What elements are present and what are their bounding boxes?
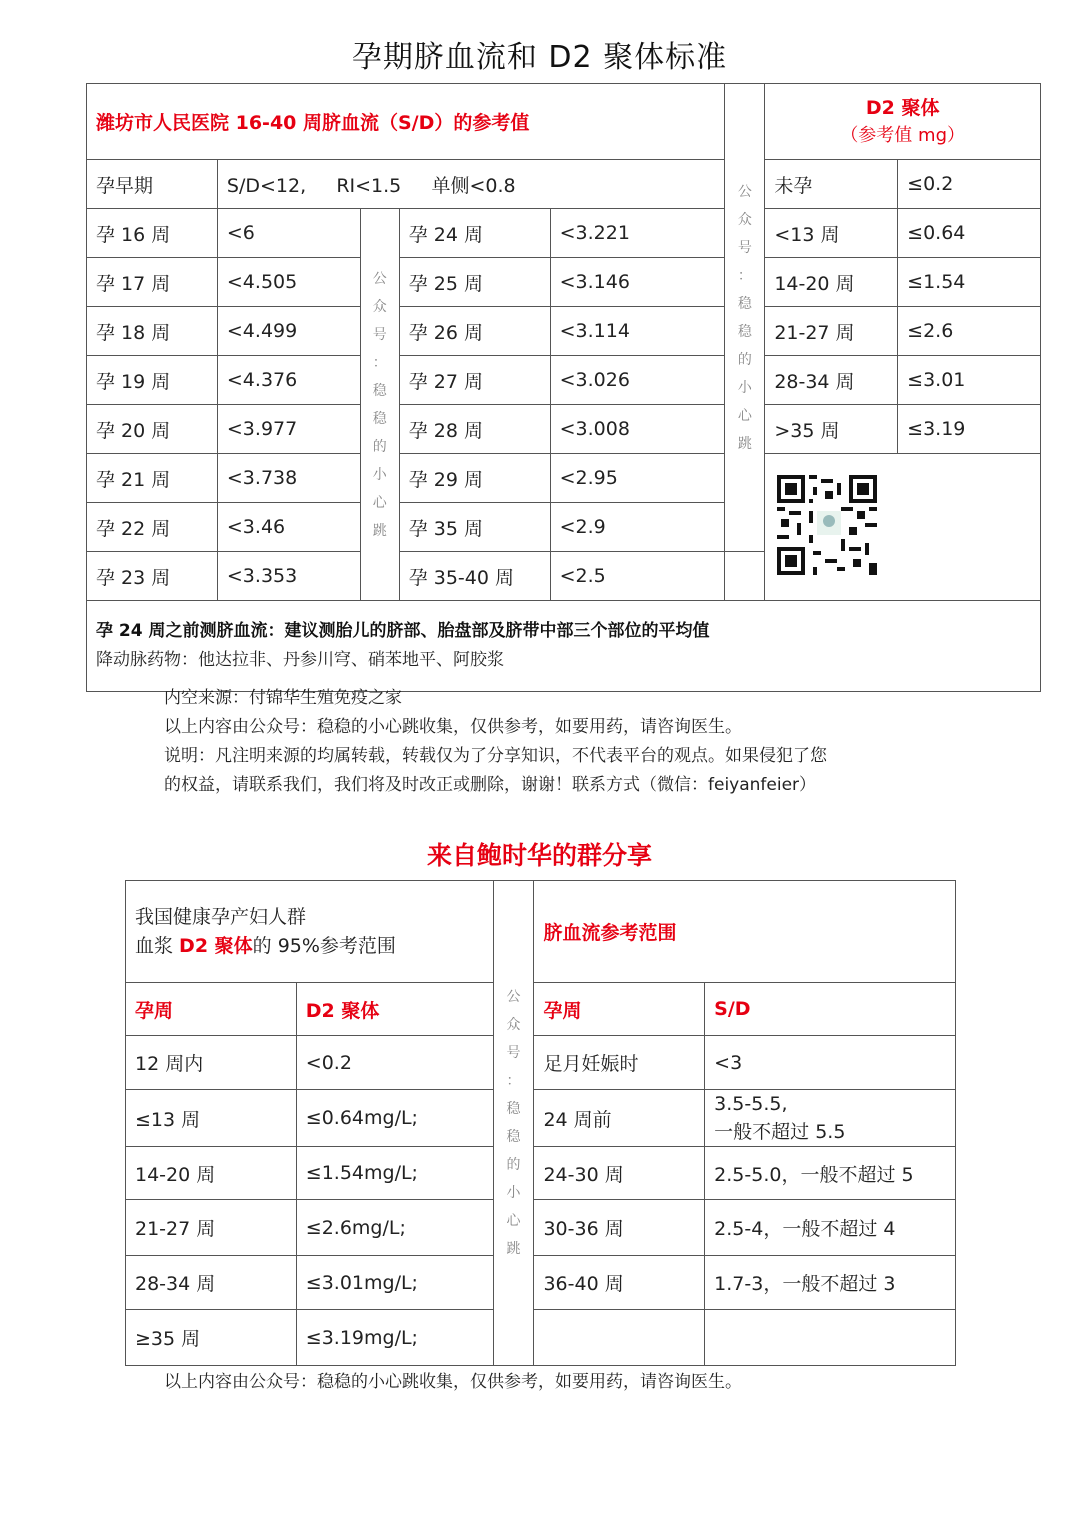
- d2-value: ≤1.54: [898, 258, 1041, 307]
- d2-value: ≤3.19mg/L;: [296, 1310, 493, 1366]
- sd-value: 2.5-4，一般不超过 4: [705, 1200, 956, 1256]
- d2-period: >35 周: [765, 405, 898, 454]
- watermark-vertical: [493, 881, 534, 1366]
- umbilical-flow-table: [86, 83, 1041, 692]
- week-label: ≤13 周: [126, 1090, 297, 1147]
- sd-value: <3.146: [550, 258, 725, 307]
- sd-value: <2.5: [550, 552, 725, 601]
- col-header-week: 孕周: [126, 983, 297, 1036]
- sd-value: <3.353: [217, 552, 360, 601]
- qr-cell: [765, 454, 1041, 601]
- week-label: 孕 21 周: [87, 454, 218, 503]
- week-label: 孕 19 周: [87, 356, 218, 405]
- week-label: ≥35 周: [126, 1310, 297, 1366]
- week-label: 孕 35 周: [399, 503, 550, 552]
- sd-value: <3.008: [550, 405, 725, 454]
- col-header-week: 孕周: [534, 983, 705, 1036]
- sd-value: 1.7-3，一般不超过 3: [705, 1256, 956, 1310]
- week-label: 足月妊娠时: [534, 1036, 705, 1090]
- week-label: 孕 26 周: [399, 307, 550, 356]
- sd-value: <2.9: [550, 503, 725, 552]
- sd-value: 2.5-5.0，一般不超过 5: [705, 1147, 956, 1200]
- d2-header: D2 聚体 （参考值 mg）: [765, 84, 1041, 160]
- source-line: 说明：凡注明来源的均属转载，转载仅为了分享知识，不代表平台的观点。如果侵犯了您: [164, 746, 827, 766]
- d2-value: ≤0.64: [898, 209, 1041, 258]
- week-label: 孕 29 周: [399, 454, 550, 503]
- d2-period: 21-27 周: [765, 307, 898, 356]
- col-header-sd: S/D: [705, 983, 956, 1036]
- week-label: 孕 22 周: [87, 503, 218, 552]
- week-label: 孕 25 周: [399, 258, 550, 307]
- d2-value: ≤3.01mg/L;: [296, 1256, 493, 1310]
- sd-value: 3.5-5.5, 一般不超过 5.5: [705, 1090, 956, 1147]
- left-title: 我国健康孕产妇人群 血浆 D2 聚体的 95%参考范围: [126, 881, 494, 983]
- d2-value: ≤0.2: [898, 160, 1041, 209]
- sd-value: <3: [705, 1036, 956, 1090]
- sd-value: <3.026: [550, 356, 725, 405]
- right-title: 脐血流参考范围: [534, 881, 956, 983]
- source-line: 以上内容由公众号：稳稳的小心跳收集，仅供参考，如要用药，请咨询医生。: [164, 717, 742, 737]
- sd-value: <3.221: [550, 209, 725, 258]
- source-text-block: [164, 684, 827, 800]
- table1-header: 潍坊市人民医院 16-40 周脐血流（S/D）的参考值: [87, 84, 725, 160]
- footer-note: 以上内容由公众号：稳稳的小心跳收集，仅供参考，如要用药，请咨询医生。: [164, 1372, 742, 1392]
- sd-value: <3.977: [217, 405, 360, 454]
- watermark-text: 公 众 号 ： 稳 稳 的 小 心 跳: [372, 270, 387, 539]
- early-values: S/D<12, RI<1.5 单侧<0.8: [217, 160, 725, 209]
- week-label: 孕 16 周: [87, 209, 218, 258]
- watermark-text: 公 众 号 ： 稳 稳 的 小 心 跳: [506, 989, 521, 1257]
- d2-value: ≤2.6mg/L;: [296, 1200, 493, 1256]
- week-label: 孕 27 周: [399, 356, 550, 405]
- d2-value: ≤3.19: [898, 405, 1041, 454]
- week-label: 孕 23 周: [87, 552, 218, 601]
- sd-value: <3.46: [217, 503, 360, 552]
- week-label: 28-34 周: [126, 1256, 297, 1310]
- early-label: 孕早期: [87, 160, 218, 209]
- week-label: 孕 18 周: [87, 307, 218, 356]
- d2-period: 14-20 周: [765, 258, 898, 307]
- page-title: 孕期脐血流和 D2 聚体标准: [351, 40, 728, 75]
- watermark-text: 公 众 号 ： 稳 稳 的 小 心 跳: [737, 183, 752, 452]
- table1-notes: [87, 601, 1041, 692]
- d2-value: ≤3.01: [898, 356, 1041, 405]
- sd-value: [705, 1310, 956, 1366]
- week-label: 24-30 周: [534, 1147, 705, 1200]
- sd-value: <3.738: [217, 454, 360, 503]
- week-label: 36-40 周: [534, 1256, 705, 1310]
- week-label: 孕 35-40 周: [399, 552, 550, 601]
- week-label: 24 周前: [534, 1090, 705, 1147]
- week-label: 孕 20 周: [87, 405, 218, 454]
- d2-sd-reference-table: [125, 880, 956, 1366]
- source-line: 的权益，请联系我们，我们将及时改正或删除，谢谢！联系方式（微信：feiyanfeier）: [164, 775, 817, 795]
- d2-value: ≤0.64mg/L;: [296, 1090, 493, 1147]
- source-line: 内空来源：付锦华生殖免疫之家: [164, 688, 402, 708]
- watermark-vertical-mid: [360, 209, 399, 601]
- d2-period: 未孕: [765, 160, 898, 209]
- section2-title: 来自鲍时华的群分享: [426, 841, 652, 870]
- sd-value: <2.95: [550, 454, 725, 503]
- d2-value: ≤2.6: [898, 307, 1041, 356]
- note-bold: 孕 24 周之前测脐血流：建议测胎儿的脐部、胎盘部及脐带中部三个部位的平均值: [96, 621, 710, 641]
- watermark-vertical-right: [725, 84, 765, 552]
- week-label: 12 周内: [126, 1036, 297, 1090]
- week-label: 14-20 周: [126, 1147, 297, 1200]
- week-label: [534, 1310, 705, 1366]
- week-label: 孕 24 周: [399, 209, 550, 258]
- qr-code-icon: [777, 475, 877, 575]
- note-drugs: 降动脉药物：他达拉非、丹参川穹、硝苯地平、阿胶浆: [96, 650, 504, 670]
- week-label: 30-36 周: [534, 1200, 705, 1256]
- week-label: 孕 17 周: [87, 258, 218, 307]
- sd-value: <6: [217, 209, 360, 258]
- sd-value: <4.505: [217, 258, 360, 307]
- d2-period: <13 周: [765, 209, 898, 258]
- d2-period: 28-34 周: [765, 356, 898, 405]
- col-header-d2: D2 聚体: [296, 983, 493, 1036]
- sd-value: <3.114: [550, 307, 725, 356]
- sd-value: <4.376: [217, 356, 360, 405]
- week-label: 孕 28 周: [399, 405, 550, 454]
- d2-value: ≤1.54mg/L;: [296, 1147, 493, 1200]
- sd-value: <4.499: [217, 307, 360, 356]
- week-label: 21-27 周: [126, 1200, 297, 1256]
- d2-value: <0.2: [296, 1036, 493, 1090]
